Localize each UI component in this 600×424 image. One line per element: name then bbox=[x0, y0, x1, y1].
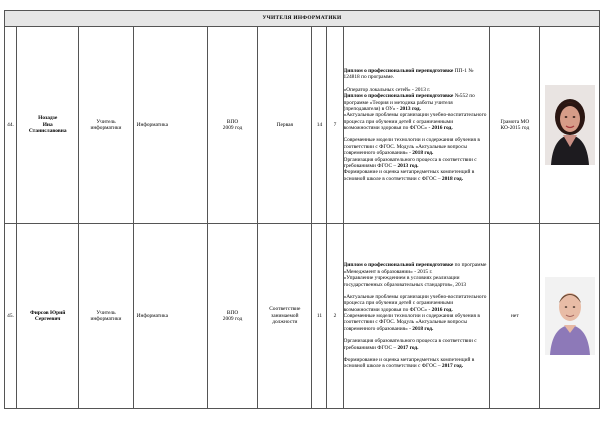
teacher-name: Фирсов Юрий Сергеевич bbox=[17, 224, 79, 409]
teacher-photo bbox=[545, 277, 595, 355]
course-entry: «Актуальные проблемы организации учебно-воспитательного процесса при обучении детей с ограниченными возможностями здоровья по ФГОС» - 2016 год. bbox=[343, 112, 487, 131]
row-number: 45. bbox=[5, 224, 17, 409]
subject-cell: Информатика bbox=[133, 224, 207, 409]
row-number: 44. bbox=[5, 27, 17, 224]
category-cell: Соответствие занимаемой должности bbox=[258, 224, 312, 409]
ped-experience-cell: 7 bbox=[327, 27, 343, 224]
subject-cell: Информатика bbox=[133, 27, 207, 224]
photo-cell bbox=[540, 224, 600, 409]
ped-experience-cell: 2 bbox=[327, 224, 343, 409]
awards-cell: Грамота МО КО-2015 год bbox=[490, 27, 540, 224]
table-row bbox=[5, 27, 600, 224]
course-entry: «Управление учреждением в условиях реализации государственных образовательных стандартов», 2013 bbox=[343, 275, 467, 288]
course-entry: Диплом о профессиональной переподготовке по программе «Менеджмент в образовании» - 2015 г. bbox=[343, 262, 487, 275]
course-entry: Организация образовательного процесса в соответствии с требованиями ФГОС – 2013 год. bbox=[343, 156, 477, 169]
table-row bbox=[5, 224, 600, 409]
teacher-name: Нозадзе Ина Станиславовна bbox=[17, 27, 79, 224]
courses-cell bbox=[343, 27, 490, 224]
course-entry: «Оператор локальных сетей» - 2013 г. bbox=[343, 86, 431, 93]
education-cell: ВПО 2009 год bbox=[207, 27, 257, 224]
education-cell: ВПО 2009 год bbox=[207, 224, 257, 409]
courses-cell bbox=[343, 224, 490, 409]
course-entry: «Актуальные проблемы организации учебно-воспитательного процесса при обучении детей с ограниченными возможностями здоровья по ФГОС» - 2016 год. bbox=[343, 293, 487, 313]
course-entry: Современные модели технологии и содержания обучения в соответствии с ФГОС. Модуль «Актуальные вопросы современного образования» - 2018 год. bbox=[343, 313, 480, 332]
course-entry: Организация образовательного процесса в соответствии с требованиями ФГОС – 2017 год. bbox=[343, 338, 477, 351]
course-entry: Современные модели технологии и содержания обучения в соответствии с ФГОС. Модуль «Актуальные вопросы современного образования» - 2018 год. bbox=[343, 137, 480, 157]
category-cell: Первая bbox=[258, 27, 312, 224]
course-entry: Диплом о профессиональной переподготовке №552 по программе «Теория и методика работы учителя (преподавателя) в ОУ» - 2013 год. bbox=[343, 93, 475, 112]
position-cell: Учитель информатики bbox=[79, 27, 133, 224]
teacher-photo bbox=[545, 85, 595, 165]
course-entry: Формирование и оценка метапредметных компетенций в основной школе в соответствии с ФГОС – 2018 год. bbox=[343, 169, 475, 182]
total-experience-cell: 14 bbox=[312, 27, 327, 224]
page-title: УЧИТЕЛЯ ИНФОРМАТИКИ bbox=[5, 11, 600, 27]
photo-cell bbox=[540, 27, 600, 224]
course-entry: Диплом о профессиональной переподготовке ПП-1 № 124818 по программе. bbox=[343, 68, 474, 81]
position-cell: Учитель информатики bbox=[79, 224, 133, 409]
course-entry: Формирование и оценка метапредметных компетенций в основной школе в соответствии с ФГОС – 2017 год. bbox=[343, 356, 475, 370]
total-experience-cell: 11 bbox=[312, 224, 327, 409]
teachers-table bbox=[4, 10, 600, 409]
awards-cell: нет bbox=[490, 224, 540, 409]
